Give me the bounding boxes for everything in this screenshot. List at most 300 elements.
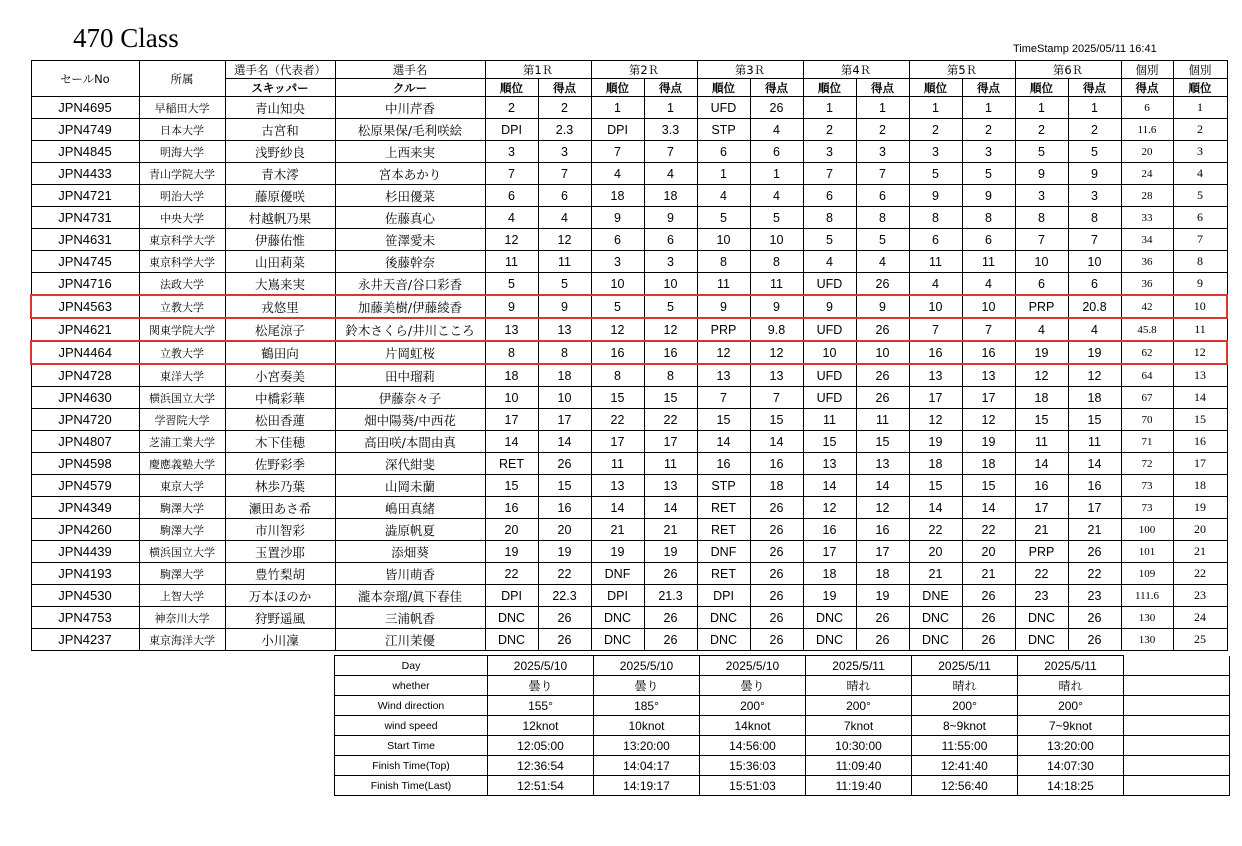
- race-3-points-cell: 4: [750, 185, 803, 207]
- race-1-points-cell: 12: [538, 229, 591, 251]
- table-row: [31, 97, 1227, 119]
- race-1-points-cell: 15: [538, 475, 591, 497]
- race-4-points-cell: 10: [856, 341, 909, 364]
- race-1-place-cell: DPI: [485, 585, 538, 607]
- table-row: [31, 119, 1227, 141]
- total-points-cell: 11.6: [1121, 119, 1173, 141]
- header-club: 所属: [139, 61, 225, 97]
- race-2-points-cell: 12: [644, 318, 697, 341]
- rank-cell: 24: [1173, 607, 1227, 629]
- header-race-3: 第3Ｒ: [697, 61, 803, 79]
- race-1-points-cell: 2: [538, 97, 591, 119]
- skipper-cell: 木下佳穂: [225, 431, 335, 453]
- table-row: [31, 207, 1227, 229]
- race-3-place-cell: STP: [697, 119, 750, 141]
- total-points-cell: 36: [1121, 273, 1173, 296]
- race-1-points-cell: 9: [538, 295, 591, 318]
- race-3-points-cell: 26: [750, 519, 803, 541]
- info-row: [335, 756, 1230, 776]
- info-value-race-5: 11:55:00: [912, 736, 1018, 756]
- race-6-points-cell: 19: [1068, 341, 1121, 364]
- race-3-points-cell: 18: [750, 475, 803, 497]
- race-info-table: [334, 655, 1230, 796]
- race-2-points-cell: 21.3: [644, 585, 697, 607]
- race-4-points-cell: 4: [856, 251, 909, 273]
- info-value-race-3: 曇り: [700, 676, 806, 696]
- rank-cell: 18: [1173, 475, 1227, 497]
- race-5-points-cell: 7: [962, 318, 1015, 341]
- table-row: [31, 318, 1227, 341]
- race-5-points-cell: 6: [962, 229, 1015, 251]
- total-points-cell: 28: [1121, 185, 1173, 207]
- race-4-points-cell: 26: [856, 629, 909, 651]
- race-2-points-cell: 13: [644, 475, 697, 497]
- sail-number-cell: JPN4621: [31, 318, 139, 341]
- race-1-place-cell: 12: [485, 229, 538, 251]
- race-6-points-cell: 2: [1068, 119, 1121, 141]
- race-1-points-cell: 7: [538, 163, 591, 185]
- race-1-place-cell: 17: [485, 409, 538, 431]
- race-3-points-cell: 9.8: [750, 318, 803, 341]
- info-value-race-5: 晴れ: [912, 676, 1018, 696]
- crew-cell: 伊藤奈々子: [335, 387, 485, 409]
- race-3-place-cell: STP: [697, 475, 750, 497]
- crew-cell: 高田咲/本間由真: [335, 431, 485, 453]
- race-2-points-cell: 18: [644, 185, 697, 207]
- skipper-cell: 大嶌来実: [225, 273, 335, 296]
- race-1-place-cell: RET: [485, 453, 538, 475]
- info-value-race-3: 14:56:00: [700, 736, 806, 756]
- info-value-race-6: 200°: [1018, 696, 1124, 716]
- race-1-place-cell: 8: [485, 341, 538, 364]
- info-label: Wind direction: [335, 696, 488, 716]
- race-3-points-cell: 26: [750, 585, 803, 607]
- table-row: [31, 409, 1227, 431]
- table-row: [31, 185, 1227, 207]
- crew-cell: 中川芹香: [335, 97, 485, 119]
- race-2-place-cell: 17: [591, 431, 644, 453]
- race-5-points-cell: 22: [962, 519, 1015, 541]
- crew-cell: 片岡虹桜: [335, 341, 485, 364]
- race-3-place-cell: DNF: [697, 541, 750, 563]
- header-race-4: 第4Ｒ: [803, 61, 909, 79]
- race-6-points-cell: 14: [1068, 453, 1121, 475]
- race-3-points-cell: 7: [750, 387, 803, 409]
- race-3-points-cell: 8: [750, 251, 803, 273]
- sail-number-cell: JPN4464: [31, 341, 139, 364]
- race-4-points-cell: 1: [856, 97, 909, 119]
- race-2-points-cell: 6: [644, 229, 697, 251]
- skipper-cell: 狩野遥風: [225, 607, 335, 629]
- race-2-place-cell: 19: [591, 541, 644, 563]
- header-sail-no: セールNo: [31, 61, 139, 97]
- crew-cell: 添畑葵: [335, 541, 485, 563]
- info-label: wind speed: [335, 716, 488, 736]
- info-value-race-4: 晴れ: [806, 676, 912, 696]
- info-value-race-3: 14knot: [700, 716, 806, 736]
- club-cell: 中央大学: [139, 207, 225, 229]
- sail-number-cell: JPN4260: [31, 519, 139, 541]
- race-3-place-cell: DNC: [697, 607, 750, 629]
- race-2-place-cell: DNC: [591, 607, 644, 629]
- race-5-place-cell: 8: [909, 207, 962, 229]
- info-label: Start Time: [335, 736, 488, 756]
- info-blank-cell: [1124, 776, 1230, 796]
- info-label: whether: [335, 676, 488, 696]
- race-4-points-cell: 16: [856, 519, 909, 541]
- total-points-cell: 67: [1121, 387, 1173, 409]
- sail-number-cell: JPN4695: [31, 97, 139, 119]
- race-1-place-cell: DNC: [485, 629, 538, 651]
- race-5-points-cell: 21: [962, 563, 1015, 585]
- race-3-points-cell: 1: [750, 163, 803, 185]
- race-5-points-cell: 17: [962, 387, 1015, 409]
- skipper-cell: 青山知央: [225, 97, 335, 119]
- race-2-points-cell: 5: [644, 295, 697, 318]
- race-5-points-cell: 10: [962, 295, 1015, 318]
- race-6-points-cell: 3: [1068, 185, 1121, 207]
- race-4-place-cell: 4: [803, 251, 856, 273]
- crew-cell: 上西来実: [335, 141, 485, 163]
- race-6-place-cell: 14: [1015, 453, 1068, 475]
- race-5-points-cell: 5: [962, 163, 1015, 185]
- race-2-points-cell: 19: [644, 541, 697, 563]
- race-1-place-cell: 13: [485, 318, 538, 341]
- sail-number-cell: JPN4716: [31, 273, 139, 296]
- total-points-cell: 64: [1121, 364, 1173, 387]
- skipper-cell: 藤原優咲: [225, 185, 335, 207]
- race-2-place-cell: 15: [591, 387, 644, 409]
- race-6-place-cell: 9: [1015, 163, 1068, 185]
- club-cell: 立教大学: [139, 341, 225, 364]
- race-2-place-cell: 18: [591, 185, 644, 207]
- race-6-points-cell: 4: [1068, 318, 1121, 341]
- race-5-points-cell: 11: [962, 251, 1015, 273]
- crew-cell: 畑中陽葵/中西花: [335, 409, 485, 431]
- race-2-place-cell: 3: [591, 251, 644, 273]
- race-3-points-cell: 16: [750, 453, 803, 475]
- race-6-points-cell: 7: [1068, 229, 1121, 251]
- race-6-points-cell: 20.8: [1068, 295, 1121, 318]
- race-2-points-cell: 26: [644, 629, 697, 651]
- skipper-cell: 鶴田向: [225, 341, 335, 364]
- total-points-cell: 72: [1121, 453, 1173, 475]
- crew-cell: 杉田優菜: [335, 185, 485, 207]
- race-4-points-cell: 26: [856, 318, 909, 341]
- race-2-place-cell: DNC: [591, 629, 644, 651]
- race-4-place-cell: DNC: [803, 629, 856, 651]
- info-value-race-3: 15:51:03: [700, 776, 806, 796]
- sail-number-cell: JPN4349: [31, 497, 139, 519]
- header-skipper: スキッパー: [225, 79, 335, 97]
- race-6-place-cell: 7: [1015, 229, 1068, 251]
- sail-number-cell: JPN4728: [31, 364, 139, 387]
- page-title: 470 Class: [73, 23, 179, 53]
- race-2-points-cell: 14: [644, 497, 697, 519]
- header-points: 得点: [856, 79, 909, 97]
- race-5-points-cell: 19: [962, 431, 1015, 453]
- race-4-points-cell: 6: [856, 185, 909, 207]
- race-3-points-cell: 9: [750, 295, 803, 318]
- sail-number-cell: JPN4753: [31, 607, 139, 629]
- header-total: 得点: [1121, 79, 1173, 97]
- race-1-place-cell: 6: [485, 185, 538, 207]
- race-5-points-cell: 20: [962, 541, 1015, 563]
- table-row: [31, 541, 1227, 563]
- info-value-race-2: 13:20:00: [594, 736, 700, 756]
- skipper-cell: 瀬田あさ希: [225, 497, 335, 519]
- skipper-cell: 伊藤佑惟: [225, 229, 335, 251]
- race-3-place-cell: 6: [697, 141, 750, 163]
- race-6-place-cell: 17: [1015, 497, 1068, 519]
- header-points: 得点: [538, 79, 591, 97]
- race-2-points-cell: 22: [644, 409, 697, 431]
- table-row: [31, 497, 1227, 519]
- sail-number-cell: JPN4193: [31, 563, 139, 585]
- race-1-points-cell: 22: [538, 563, 591, 585]
- race-2-place-cell: 5: [591, 295, 644, 318]
- header-place: 順位: [1015, 79, 1068, 97]
- total-points-cell: 45.8: [1121, 318, 1173, 341]
- race-5-place-cell: 12: [909, 409, 962, 431]
- crew-cell: 澁原帆夏: [335, 519, 485, 541]
- race-6-points-cell: 5: [1068, 141, 1121, 163]
- skipper-cell: 浅野紗良: [225, 141, 335, 163]
- rank-cell: 22: [1173, 563, 1227, 585]
- race-6-place-cell: DNC: [1015, 629, 1068, 651]
- club-cell: 東京科学大学: [139, 229, 225, 251]
- race-5-points-cell: 13: [962, 364, 1015, 387]
- sail-number-cell: JPN4720: [31, 409, 139, 431]
- club-cell: 神奈川大学: [139, 607, 225, 629]
- club-cell: 青山学院大学: [139, 163, 225, 185]
- race-4-place-cell: UFD: [803, 364, 856, 387]
- race-1-points-cell: 19: [538, 541, 591, 563]
- race-4-points-cell: 2: [856, 119, 909, 141]
- race-5-points-cell: 15: [962, 475, 1015, 497]
- race-6-place-cell: 2: [1015, 119, 1068, 141]
- crew-cell: 佐藤真心: [335, 207, 485, 229]
- race-6-place-cell: 11: [1015, 431, 1068, 453]
- header-place: 順位: [909, 79, 962, 97]
- race-3-place-cell: PRP: [697, 318, 750, 341]
- race-3-place-cell: RET: [697, 497, 750, 519]
- race-5-place-cell: 21: [909, 563, 962, 585]
- total-points-cell: 20: [1121, 141, 1173, 163]
- rank-cell: 13: [1173, 364, 1227, 387]
- race-5-points-cell: 26: [962, 607, 1015, 629]
- race-4-place-cell: 16: [803, 519, 856, 541]
- race-2-points-cell: 21: [644, 519, 697, 541]
- info-value-race-4: 200°: [806, 696, 912, 716]
- race-1-place-cell: 18: [485, 364, 538, 387]
- skipper-cell: 林歩乃葉: [225, 475, 335, 497]
- info-blank-cell: [1124, 676, 1230, 696]
- race-2-points-cell: 4: [644, 163, 697, 185]
- race-1-place-cell: 14: [485, 431, 538, 453]
- race-5-points-cell: 26: [962, 585, 1015, 607]
- rank-cell: 23: [1173, 585, 1227, 607]
- sail-number-cell: JPN4563: [31, 295, 139, 318]
- race-4-place-cell: UFD: [803, 273, 856, 296]
- crew-cell: 後藤幹奈: [335, 251, 485, 273]
- race-3-points-cell: 26: [750, 607, 803, 629]
- sail-number-cell: JPN4630: [31, 387, 139, 409]
- race-2-place-cell: DPI: [591, 585, 644, 607]
- race-3-points-cell: 26: [750, 563, 803, 585]
- race-1-points-cell: 2.3: [538, 119, 591, 141]
- sail-number-cell: JPN4807: [31, 431, 139, 453]
- sail-number-cell: JPN4631: [31, 229, 139, 251]
- rank-cell: 11: [1173, 318, 1227, 341]
- table-row: [31, 453, 1227, 475]
- race-4-points-cell: 17: [856, 541, 909, 563]
- race-5-place-cell: 10: [909, 295, 962, 318]
- race-2-points-cell: 26: [644, 563, 697, 585]
- info-blank-cell: [1124, 656, 1230, 676]
- race-3-place-cell: RET: [697, 563, 750, 585]
- race-1-place-cell: DPI: [485, 119, 538, 141]
- crew-cell: 山岡未蘭: [335, 475, 485, 497]
- skipper-cell: 松田香蓮: [225, 409, 335, 431]
- info-value-race-4: 11:19:40: [806, 776, 912, 796]
- table-row: [31, 295, 1227, 318]
- race-4-points-cell: 19: [856, 585, 909, 607]
- info-value-race-5: 8~9knot: [912, 716, 1018, 736]
- info-value-race-6: 晴れ: [1018, 676, 1124, 696]
- race-5-place-cell: DNC: [909, 607, 962, 629]
- total-points-cell: 71: [1121, 431, 1173, 453]
- info-value-race-4: 11:09:40: [806, 756, 912, 776]
- race-5-place-cell: 2: [909, 119, 962, 141]
- club-cell: 駒澤大学: [139, 519, 225, 541]
- total-points-cell: 73: [1121, 497, 1173, 519]
- total-points-cell: 34: [1121, 229, 1173, 251]
- race-6-place-cell: 8: [1015, 207, 1068, 229]
- race-5-points-cell: 3: [962, 141, 1015, 163]
- total-points-cell: 70: [1121, 409, 1173, 431]
- race-2-points-cell: 3: [644, 251, 697, 273]
- header-points: 得点: [962, 79, 1015, 97]
- race-3-place-cell: DPI: [697, 585, 750, 607]
- race-2-points-cell: 26: [644, 607, 697, 629]
- results-table: [30, 60, 1228, 651]
- race-5-place-cell: 19: [909, 431, 962, 453]
- race-3-points-cell: 4: [750, 119, 803, 141]
- total-points-cell: 36: [1121, 251, 1173, 273]
- info-value-race-3: 2025/5/10: [700, 656, 806, 676]
- info-value-race-5: 12:41:40: [912, 756, 1018, 776]
- race-1-points-cell: 22.3: [538, 585, 591, 607]
- race-2-place-cell: 13: [591, 475, 644, 497]
- race-1-points-cell: 26: [538, 607, 591, 629]
- race-4-points-cell: 13: [856, 453, 909, 475]
- rank-cell: 1: [1173, 97, 1227, 119]
- race-1-place-cell: 5: [485, 273, 538, 296]
- info-value-race-6: 14:18:25: [1018, 776, 1124, 796]
- header-skipper-top: 選手名（代表者）: [225, 61, 335, 79]
- info-value-race-5: 2025/5/11: [912, 656, 1018, 676]
- table-row: [31, 475, 1227, 497]
- header-total-top: 個別: [1121, 61, 1173, 79]
- rank-cell: 10: [1173, 295, 1227, 318]
- race-4-place-cell: 10: [803, 341, 856, 364]
- header-points: 得点: [1068, 79, 1121, 97]
- race-5-place-cell: DNE: [909, 585, 962, 607]
- info-value-race-6: 2025/5/11: [1018, 656, 1124, 676]
- crew-cell: 嶋田真緒: [335, 497, 485, 519]
- race-1-place-cell: 19: [485, 541, 538, 563]
- club-cell: 慶應義塾大学: [139, 453, 225, 475]
- race-1-points-cell: 3: [538, 141, 591, 163]
- race-1-points-cell: 26: [538, 453, 591, 475]
- skipper-cell: 青木澪: [225, 163, 335, 185]
- table-row: [31, 251, 1227, 273]
- race-1-points-cell: 26: [538, 629, 591, 651]
- race-2-place-cell: DPI: [591, 119, 644, 141]
- info-value-race-2: 14:19:17: [594, 776, 700, 796]
- info-value-race-6: 7~9knot: [1018, 716, 1124, 736]
- header-points: 得点: [644, 79, 697, 97]
- race-6-place-cell: 15: [1015, 409, 1068, 431]
- race-2-place-cell: 4: [591, 163, 644, 185]
- race-3-place-cell: 5: [697, 207, 750, 229]
- race-6-points-cell: 22: [1068, 563, 1121, 585]
- table-row: [31, 163, 1227, 185]
- rank-cell: 17: [1173, 453, 1227, 475]
- info-blank-cell: [1124, 696, 1230, 716]
- header-rank: 順位: [1173, 79, 1227, 97]
- table-row: [31, 364, 1227, 387]
- header-rank-top: 個別: [1173, 61, 1227, 79]
- race-4-place-cell: 14: [803, 475, 856, 497]
- race-5-place-cell: 7: [909, 318, 962, 341]
- rank-cell: 6: [1173, 207, 1227, 229]
- club-cell: 日本大学: [139, 119, 225, 141]
- race-4-place-cell: 11: [803, 409, 856, 431]
- rank-cell: 9: [1173, 273, 1227, 296]
- race-6-place-cell: DNC: [1015, 607, 1068, 629]
- info-value-race-4: 10:30:00: [806, 736, 912, 756]
- rank-cell: 14: [1173, 387, 1227, 409]
- header-race-6: 第6Ｒ: [1015, 61, 1121, 79]
- race-3-points-cell: 26: [750, 97, 803, 119]
- race-4-points-cell: 9: [856, 295, 909, 318]
- race-2-place-cell: 8: [591, 364, 644, 387]
- header-place: 順位: [485, 79, 538, 97]
- info-row: [335, 776, 1230, 796]
- race-3-place-cell: 4: [697, 185, 750, 207]
- rank-cell: 21: [1173, 541, 1227, 563]
- race-4-place-cell: UFD: [803, 318, 856, 341]
- race-6-place-cell: 4: [1015, 318, 1068, 341]
- race-4-place-cell: 5: [803, 229, 856, 251]
- race-2-place-cell: 6: [591, 229, 644, 251]
- race-1-points-cell: 6: [538, 185, 591, 207]
- race-6-place-cell: PRP: [1015, 295, 1068, 318]
- race-1-place-cell: 20: [485, 519, 538, 541]
- info-blank-cell: [1124, 736, 1230, 756]
- race-4-place-cell: 6: [803, 185, 856, 207]
- race-6-place-cell: 5: [1015, 141, 1068, 163]
- race-5-points-cell: 18: [962, 453, 1015, 475]
- race-6-place-cell: 10: [1015, 251, 1068, 273]
- race-4-points-cell: 14: [856, 475, 909, 497]
- race-5-points-cell: 9: [962, 185, 1015, 207]
- race-5-place-cell: 1: [909, 97, 962, 119]
- race-5-points-cell: 12: [962, 409, 1015, 431]
- info-value-race-5: 12:56:40: [912, 776, 1018, 796]
